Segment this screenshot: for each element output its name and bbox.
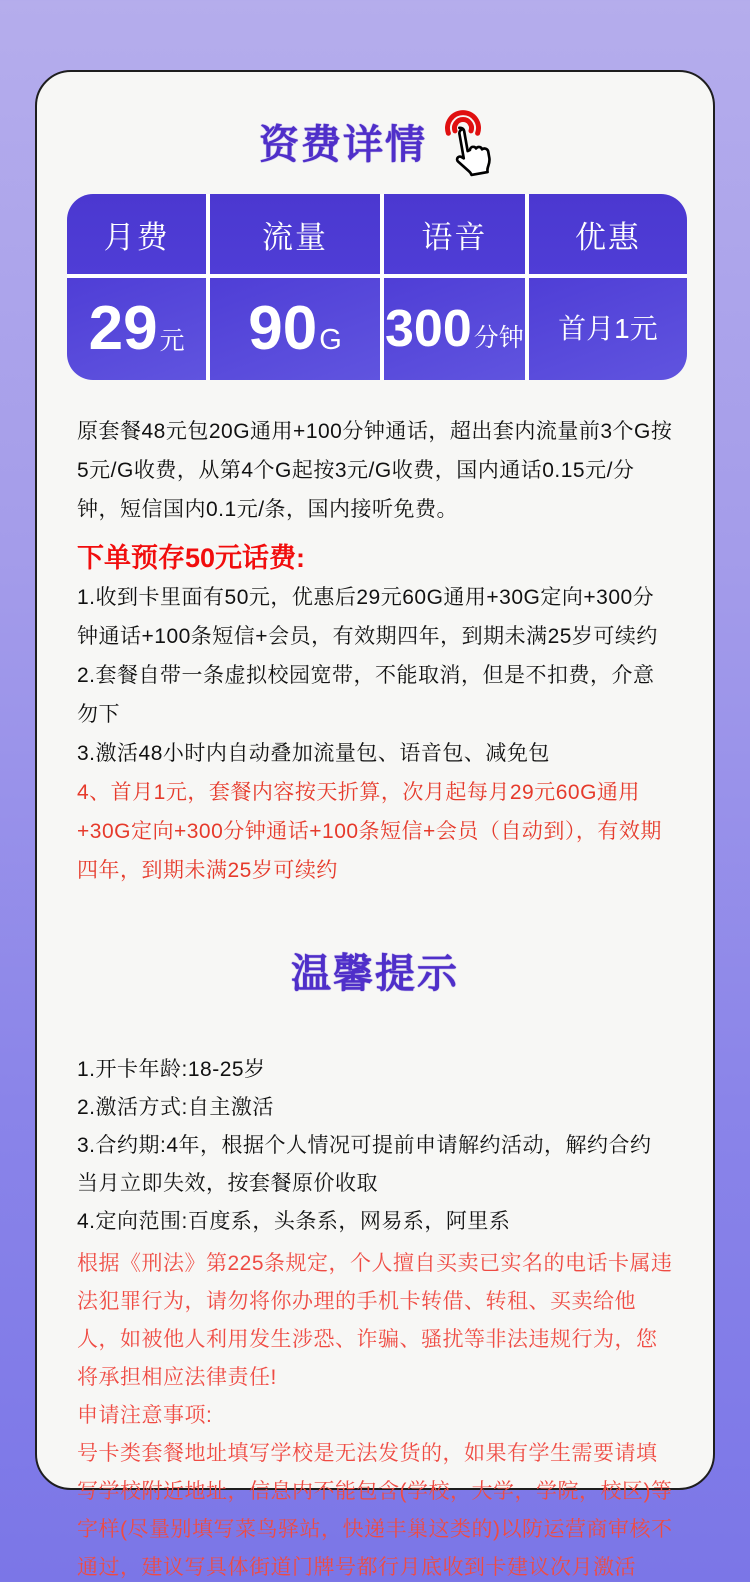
plan-value-monthly-fee bbox=[67, 278, 206, 380]
data-unit: G bbox=[319, 324, 342, 356]
tip-item-2: 2.激活方式:自主激活 bbox=[77, 1096, 274, 1119]
tip-item-1: 1.开卡年龄:18-25岁 bbox=[77, 1058, 266, 1081]
plan-value-data bbox=[210, 278, 380, 380]
tariff-card bbox=[35, 70, 715, 1579]
tap-click-hand-icon[interactable] bbox=[433, 106, 491, 185]
title-row bbox=[67, 104, 683, 178]
plan-header-data: 流量 bbox=[210, 194, 380, 274]
plan-value-promo bbox=[529, 278, 687, 380]
monthly-fee-number: 29 bbox=[88, 294, 158, 363]
detail-item-1: 1.收到卡里面有50元，优惠后29元60G通用+30G定向+300分钟通话+100条短信+会员，有效期四年，到期未满25岁可续约 bbox=[77, 586, 658, 648]
plan-table bbox=[67, 194, 687, 380]
original-plan-description: 原套餐48元包20G通用+100分钟通话，超出套内流量前3个G按5元/G收费，从第4个G起按3元/G收费，国内通话0.15元/分钟，短信国内0.1元/条，国内接听免费。 bbox=[77, 420, 673, 521]
detail-item-2: 2.套餐自带一条虚拟校园宽带，不能取消，但是不扣费，介意勿下 bbox=[77, 664, 655, 726]
tip-item-3: 3.合约期:4年，根据个人情况可提前申请解约活动，解约合约当月立即失效，按套餐原价收取 bbox=[77, 1134, 652, 1195]
legal-warning: 根据《刑法》第225条规定，个人擅自买卖已实名的电话卡属违法犯罪行为，请勿将你办理的手机卡转借、转租、买卖给他人，如被他人利用发生涉恐、诈骗、骚扰等非法违规行为，您将承担相应法律责任! bbox=[77, 1252, 673, 1389]
tips-title: 温馨提示 bbox=[291, 952, 459, 996]
voice-unit: 分钟 bbox=[473, 324, 524, 352]
promo-text: 首月1元 bbox=[558, 313, 658, 344]
page-title: 资费详情 bbox=[259, 122, 427, 167]
tip-item-4: 4.定向范围:百度系，头条系，网易系，阿里系 bbox=[77, 1210, 511, 1233]
detail-item-3: 3.激活48小时内自动叠加流量包、语音包、减免包 bbox=[77, 742, 550, 765]
prepay-heading: 下单预存50元话费: bbox=[77, 543, 306, 573]
plan-header-monthly-fee: 月费 bbox=[67, 194, 206, 274]
data-number: 90 bbox=[248, 294, 318, 363]
detail-item-4-red: 4、首月1元，套餐内容按天折算，次月起每月29元60G通用+30G定向+300分钟通话+100条短信+会员（自动到），有效期四年，到期未满25岁可续约 bbox=[77, 781, 662, 882]
address-notice: 号卡类套餐地址填写学校是无法发货的，如果有学生需要请填写学校附近地址，信息内不能包含(学校，大学，学院，校区)等字样(尽量别填写菜鸟驿站，快递丰巢这类的)以防运营商审核不通过，建议写具体街道门牌号都行月底收到卡建议次月激活 bbox=[77, 1442, 673, 1579]
voice-number: 300 bbox=[384, 300, 472, 358]
details-section bbox=[67, 412, 683, 890]
plan-header-promo: 优惠 bbox=[529, 194, 687, 274]
monthly-fee-unit: 元 bbox=[159, 327, 185, 355]
plan-value-voice bbox=[384, 278, 525, 380]
notice-heading: 申请注意事项: bbox=[77, 1404, 213, 1427]
plan-header-voice: 语音 bbox=[384, 194, 525, 274]
tips-section bbox=[67, 1051, 683, 1582]
